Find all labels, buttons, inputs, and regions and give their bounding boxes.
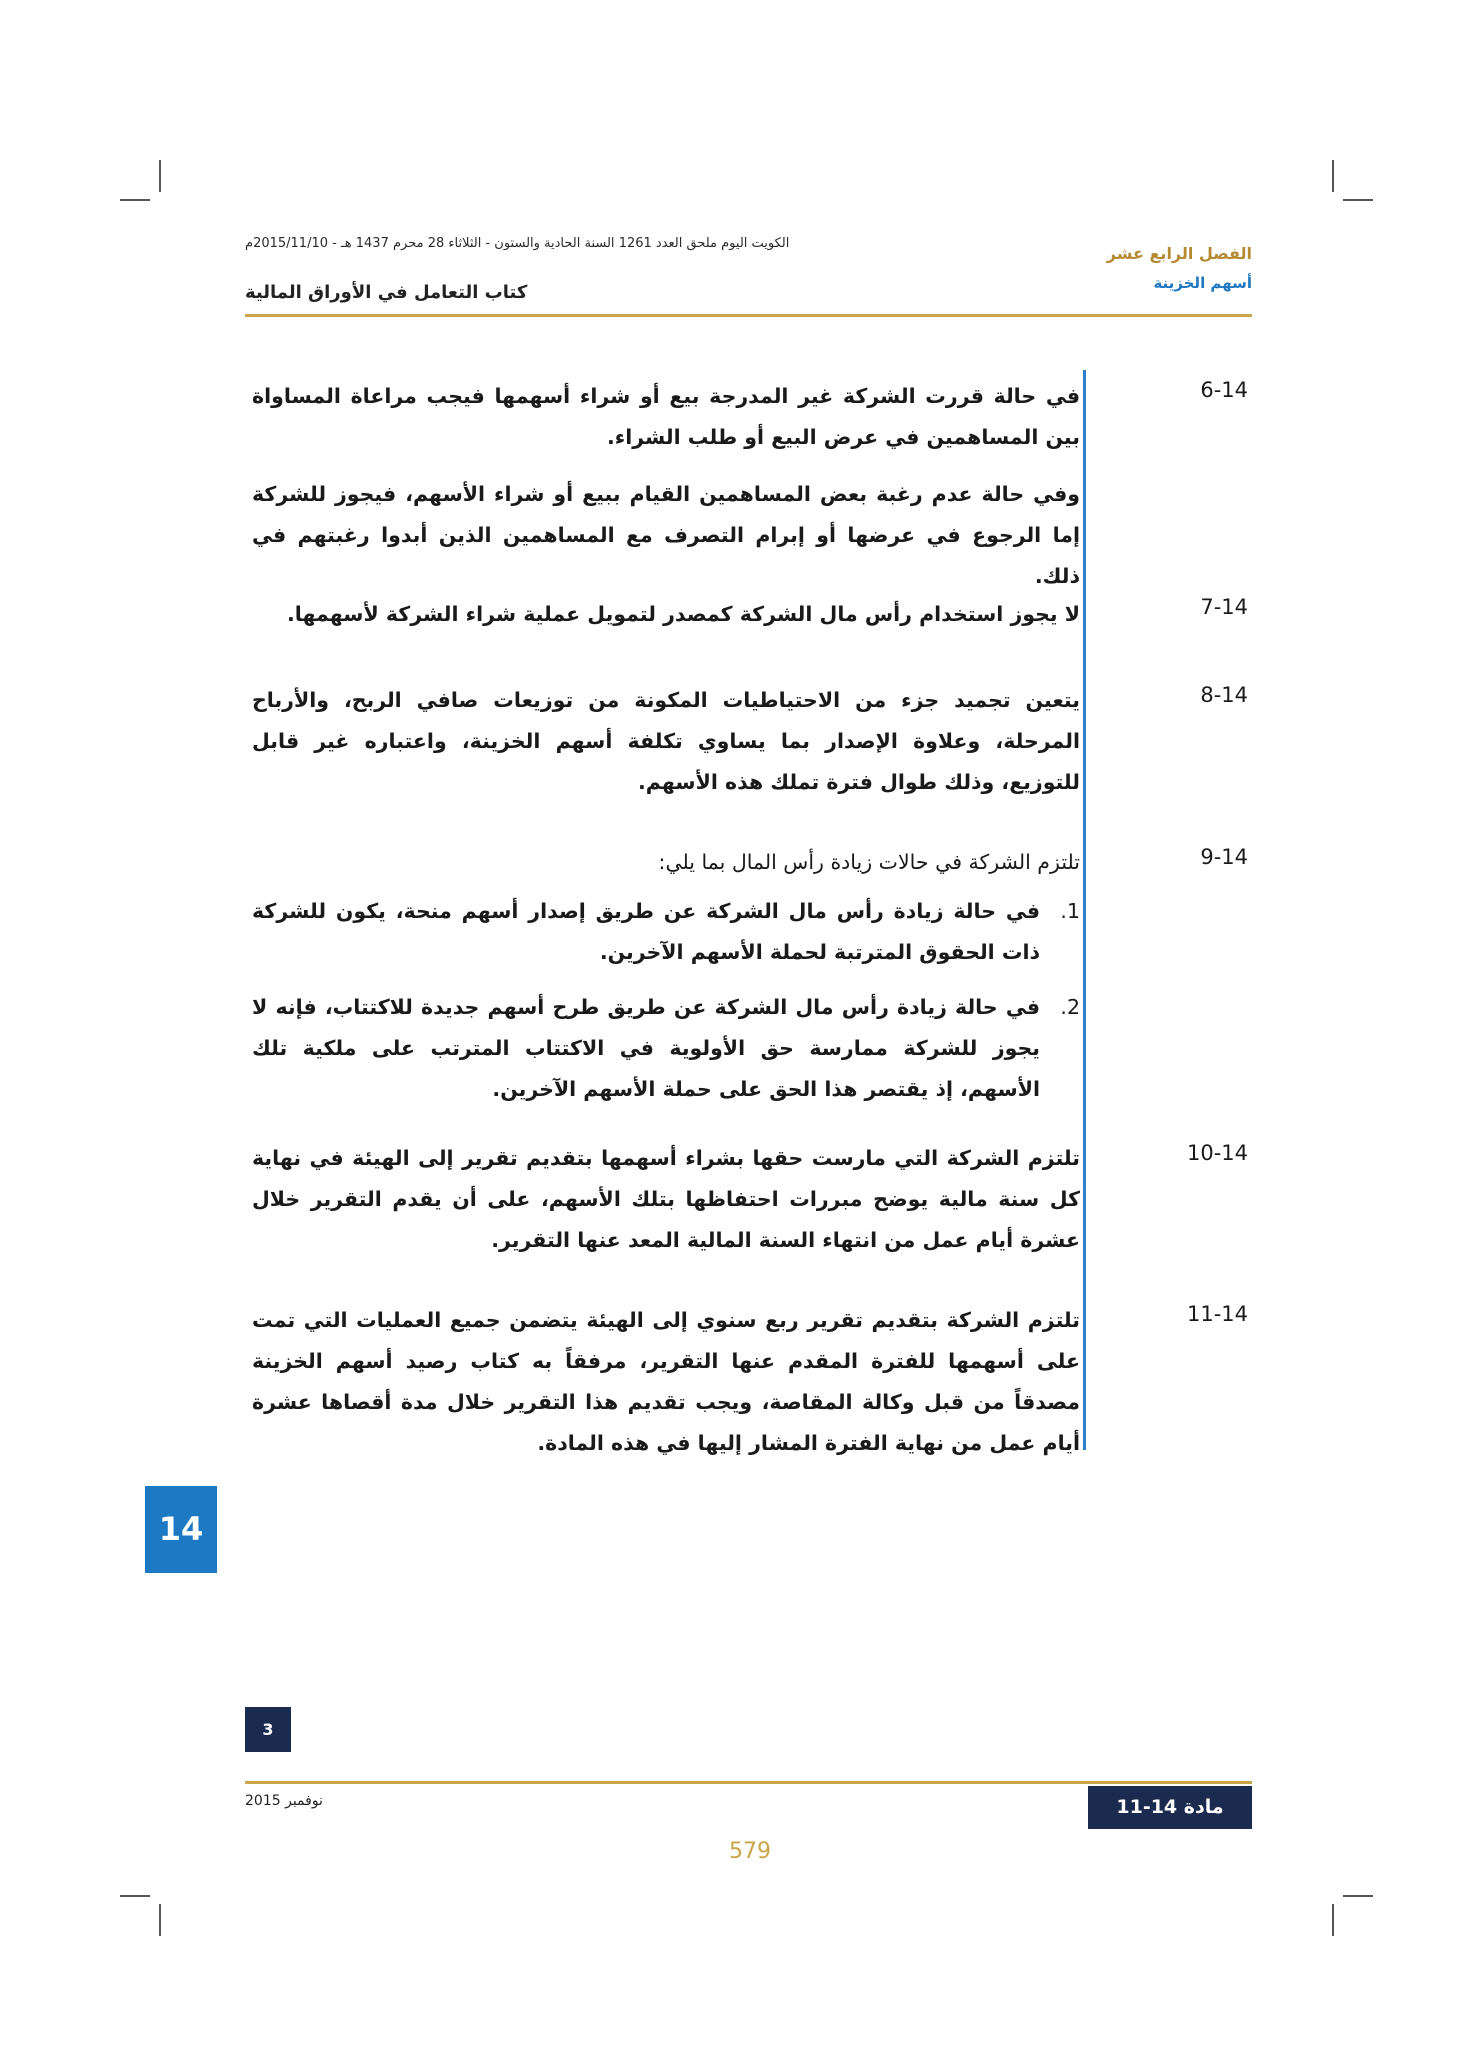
crop-mark xyxy=(120,199,150,201)
article-text xyxy=(252,1138,1080,1277)
footer-date: نوفمبر 2015 xyxy=(245,1793,323,1809)
list-marker: 2. xyxy=(1060,995,1080,1019)
paragraph: وفي حالة عدم رغبة بعض المساهمين القيام ببيع أو شراء الأسهم، فيجوز للشركة إما الرجوع في عرضها أو إبرام التصرف مع المساهمين الذين أبدوا رغبتهم في ذلك. xyxy=(252,482,1080,588)
chapter-title: الفصل الرابع عشر xyxy=(1106,244,1252,263)
crop-mark xyxy=(1332,160,1334,192)
list-item-text: في حالة زيادة رأس مال الشركة عن طريق إصدار أسهم منحة، يكون للشركة ذات الحقوق المترتبة لحملة الأسهم الآخرين. xyxy=(252,899,1040,964)
footer-rule xyxy=(245,1781,1252,1784)
article-number: 9-14 xyxy=(1200,845,1248,869)
chapter-subtitle: أسهم الخزينة xyxy=(1153,274,1252,292)
paragraph: لا يجوز استخدام رأس مال الشركة كمصدر لتمويل عملية شراء الشركة لأسهمها. xyxy=(286,602,1080,626)
crop-mark xyxy=(120,1895,150,1897)
article-number: 11-14 xyxy=(1186,1302,1248,1326)
paragraph: تلتزم الشركة التي مارست حقها بشراء أسهمها بتقديم تقرير إلى الهيئة في نهاية كل سنة مالية يوضح مبررات احتفاظها بتلك الأسهم، على أن يقدم التقرير خلال عشرة أيام عمل من انتهاء السنة المالية المعد عنها التقرير. xyxy=(252,1146,1080,1252)
crop-mark xyxy=(159,160,161,192)
crop-mark xyxy=(1343,1895,1373,1897)
paragraph: تلتزم الشركة بتقديم تقرير ربع سنوي إلى الهيئة يتضمن جميع العمليات التي تمت على أسهمها للفترة المقدم عنها التقرير، مرفقاً به كتاب رصيد أسهم الخزينة مصدقاً من قبل وكالة المقاصة، ويجب تقديم هذا التقرير خلال مدة أقصاها عشرة أيام عمل من نهاية الفترة المشار إليها في هذه المادة. xyxy=(252,1308,1080,1455)
list-item xyxy=(252,987,1080,1110)
page-number: 579 xyxy=(729,1839,771,1864)
paragraph: تلتزم الشركة في حالات زيادة رأس المال بما يلي: xyxy=(658,850,1080,874)
list-marker: 1. xyxy=(1060,899,1080,923)
header-rule xyxy=(245,314,1252,317)
footer-article-ref: مادة 14-11 xyxy=(1088,1786,1252,1829)
section-number-box: 3 xyxy=(245,1707,291,1752)
article-text xyxy=(252,842,1080,1124)
article-text xyxy=(252,1300,1080,1480)
chapter-tab: 14 xyxy=(145,1486,217,1573)
paragraph: يتعين تجميد جزء من الاحتياطيات المكونة من توزيعات صافي الربح، والأرباح المرحلة، وعلاوة الإصدار بما يساوي تكلفة أسهم الخزينة، واعتباره غير قابل للتوزيع، وذلك طوال فترة تملك هذه الأسهم. xyxy=(252,688,1080,794)
list-item xyxy=(252,891,1080,973)
article-text xyxy=(252,376,1080,613)
content-divider xyxy=(1083,370,1086,1450)
paragraph: في حالة قررت الشركة غير المدرجة بيع أو شراء أسهمها فيجب مراعاة المساواة بين المساهمين في عرض البيع أو طلب الشراء. xyxy=(252,384,1080,449)
book-title: كتاب التعامل في الأوراق المالية xyxy=(245,282,528,303)
article-text xyxy=(252,680,1080,819)
gazette-line: الكويت اليوم ملحق العدد 1261 السنة الحادية والستون - الثلاثاء 28 محرم 1437 هـ - 2015/11/10م xyxy=(245,236,790,251)
list-item-text: في حالة زيادة رأس مال الشركة عن طريق طرح أسهم جديدة للاكتتاب، فإنه لا يجوز للشركة ممارسة حق الأولوية في الاكتتاب المترتب على ملكية تلك الأسهم، إذ يقتصر هذا الحق على حملة الأسهم الآخرين. xyxy=(252,995,1040,1101)
article-number: 6-14 xyxy=(1200,378,1248,402)
article-number: 8-14 xyxy=(1200,683,1248,707)
crop-mark xyxy=(1332,1904,1334,1936)
article-text xyxy=(252,594,1080,651)
article-number: 10-14 xyxy=(1186,1141,1248,1165)
article-number: 7-14 xyxy=(1200,595,1248,619)
crop-mark xyxy=(159,1904,161,1936)
crop-mark xyxy=(1343,199,1373,201)
